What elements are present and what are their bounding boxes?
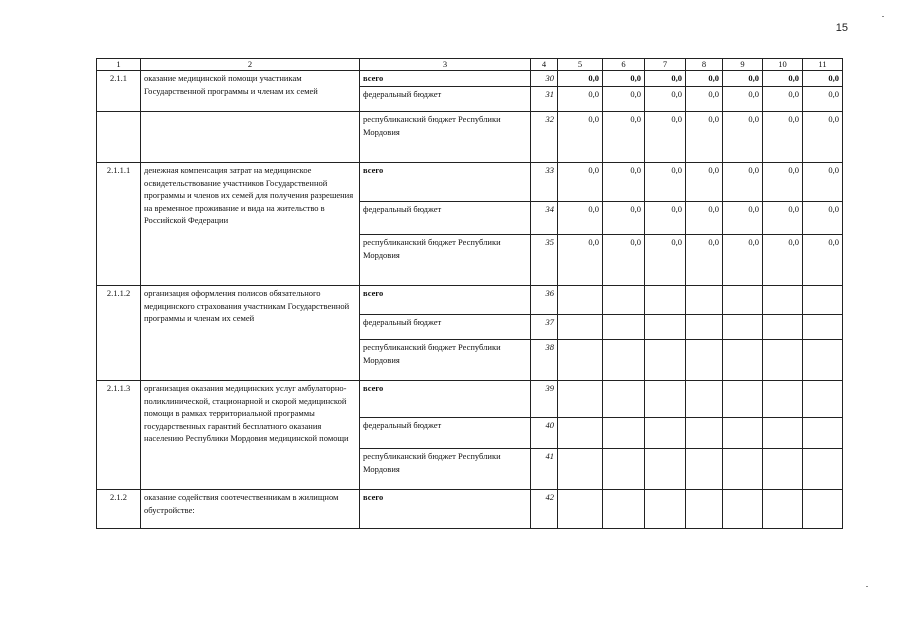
column-header: 2 [141,59,360,71]
value-cell: 0,0 [723,112,763,163]
value-cell [763,418,803,449]
value-cell [686,418,723,449]
value-cell [558,286,603,315]
value-cell: 0,0 [645,163,686,202]
line-number: 33 [531,163,558,202]
value-cell: 0,0 [723,87,763,112]
item-description: денежная компенсация затрат на медицинское освидетельствование участников Государственной программы и членов их семей для получения разрешения на временное проживание и вида на жительство в Российской Федерации [141,163,360,286]
column-header: 11 [803,59,843,71]
value-cell [803,315,843,340]
line-number: 34 [531,202,558,235]
value-cell [558,490,603,529]
value-cell: 0,0 [603,163,645,202]
funding-source: федеральный бюджет [360,418,531,449]
value-cell: 0,0 [645,202,686,235]
funding-source: федеральный бюджет [360,315,531,340]
value-cell [763,490,803,529]
item-description: организация оказания медицинских услуг амбулаторно-поликлинической, стационарной и скорой медицинской помощи в рамках территориальной программы государственных гарантий бесплатного оказания населению Республики Мордовия медицинской помощи [141,381,360,490]
value-cell: 0,0 [803,87,843,112]
value-cell: 0,0 [558,71,603,87]
value-cell [723,490,763,529]
line-number: 41 [531,449,558,490]
funding-source: республиканский бюджет Республики Мордовия [360,112,531,163]
value-cell [723,286,763,315]
funding-source: федеральный бюджет [360,202,531,235]
value-cell: 0,0 [686,163,723,202]
value-cell [645,315,686,340]
value-cell: 0,0 [763,71,803,87]
value-cell [603,315,645,340]
value-cell: 0,0 [645,71,686,87]
value-cell [723,449,763,490]
value-cell [803,286,843,315]
line-number: 35 [531,235,558,286]
value-cell: 0,0 [803,112,843,163]
funding-source: всего [360,163,531,202]
value-cell [603,449,645,490]
value-cell [803,381,843,418]
funding-source: республиканский бюджет Республики Мордовия [360,340,531,381]
value-cell [558,418,603,449]
value-cell: 0,0 [686,112,723,163]
value-cell [603,490,645,529]
value-cell: 0,0 [803,202,843,235]
value-cell [686,381,723,418]
value-cell [603,340,645,381]
value-cell: 0,0 [558,112,603,163]
funding-source: всего [360,490,531,529]
column-header: 9 [723,59,763,71]
column-header: 5 [558,59,603,71]
value-cell: 0,0 [686,87,723,112]
table-row [97,163,843,202]
column-header: 10 [763,59,803,71]
value-cell [723,381,763,418]
scan-speck [882,16,884,17]
funding-source: всего [360,71,531,87]
table-row [97,286,843,315]
scan-speck [866,586,868,587]
item-code: 2.1.1.1 [97,163,141,286]
value-cell [686,315,723,340]
column-header: 8 [686,59,723,71]
item-description: оказание медицинской помощи участникам Государственной программы и членам их семей [141,71,360,112]
column-header: 1 [97,59,141,71]
value-cell [645,490,686,529]
value-cell: 0,0 [803,71,843,87]
value-cell: 0,0 [763,163,803,202]
value-cell [645,286,686,315]
value-cell [723,418,763,449]
value-cell [603,418,645,449]
value-cell: 0,0 [603,87,645,112]
value-cell [803,418,843,449]
funding-source: республиканский бюджет Республики Мордовия [360,235,531,286]
value-cell [603,381,645,418]
item-code-empty [97,112,141,163]
value-cell [803,449,843,490]
table-header-row [97,59,843,71]
item-description-empty [141,112,360,163]
value-cell: 0,0 [763,235,803,286]
item-description: организация оформления полисов обязательного медицинского страхования участникам Государственной программы и членам их семей [141,286,360,381]
table-row [97,71,843,87]
value-cell [763,286,803,315]
value-cell [645,340,686,381]
value-cell: 0,0 [723,71,763,87]
value-cell: 0,0 [558,163,603,202]
value-cell [686,449,723,490]
line-number: 39 [531,381,558,418]
value-cell [723,340,763,381]
value-cell [763,315,803,340]
value-cell [645,449,686,490]
table-row [97,381,843,418]
value-cell: 0,0 [686,202,723,235]
value-cell [686,340,723,381]
value-cell: 0,0 [645,112,686,163]
table-row [97,490,843,529]
value-cell: 0,0 [686,235,723,286]
item-code: 2.1.2 [97,490,141,529]
value-cell: 0,0 [558,235,603,286]
item-description: оказание содействия соотечественникам в жилищном обустройстве: [141,490,360,529]
value-cell: 0,0 [723,202,763,235]
value-cell: 0,0 [803,235,843,286]
item-code: 2.1.1 [97,71,141,112]
item-code: 2.1.1.2 [97,286,141,381]
value-cell [558,449,603,490]
value-cell [723,315,763,340]
value-cell [763,449,803,490]
value-cell [763,381,803,418]
value-cell: 0,0 [645,235,686,286]
line-number: 36 [531,286,558,315]
value-cell: 0,0 [763,87,803,112]
value-cell [558,315,603,340]
value-cell: 0,0 [603,235,645,286]
value-cell [645,381,686,418]
column-header: 7 [645,59,686,71]
value-cell [803,490,843,529]
funding-source: республиканский бюджет Республики Мордовия [360,449,531,490]
value-cell: 0,0 [558,87,603,112]
line-number: 42 [531,490,558,529]
value-cell: 0,0 [645,87,686,112]
funding-source: всего [360,286,531,315]
line-number: 32 [531,112,558,163]
value-cell: 0,0 [686,71,723,87]
funding-source: федеральный бюджет [360,87,531,112]
value-cell [645,418,686,449]
value-cell: 0,0 [723,235,763,286]
column-header: 3 [360,59,531,71]
page-number: 15 [835,22,848,34]
value-cell [763,340,803,381]
column-header: 4 [531,59,558,71]
value-cell [686,490,723,529]
line-number: 31 [531,87,558,112]
table-row [97,112,843,163]
value-cell: 0,0 [603,112,645,163]
item-code: 2.1.1.3 [97,381,141,490]
value-cell: 0,0 [763,202,803,235]
value-cell [558,381,603,418]
column-header: 6 [603,59,645,71]
value-cell [603,286,645,315]
line-number: 40 [531,418,558,449]
value-cell: 0,0 [803,163,843,202]
value-cell: 0,0 [603,202,645,235]
value-cell [686,286,723,315]
line-number: 30 [531,71,558,87]
value-cell: 0,0 [723,163,763,202]
line-number: 38 [531,340,558,381]
value-cell [803,340,843,381]
value-cell [558,340,603,381]
line-number: 37 [531,315,558,340]
value-cell: 0,0 [603,71,645,87]
funding-source: всего [360,381,531,418]
value-cell: 0,0 [763,112,803,163]
budget-table [96,58,843,529]
value-cell: 0,0 [558,202,603,235]
